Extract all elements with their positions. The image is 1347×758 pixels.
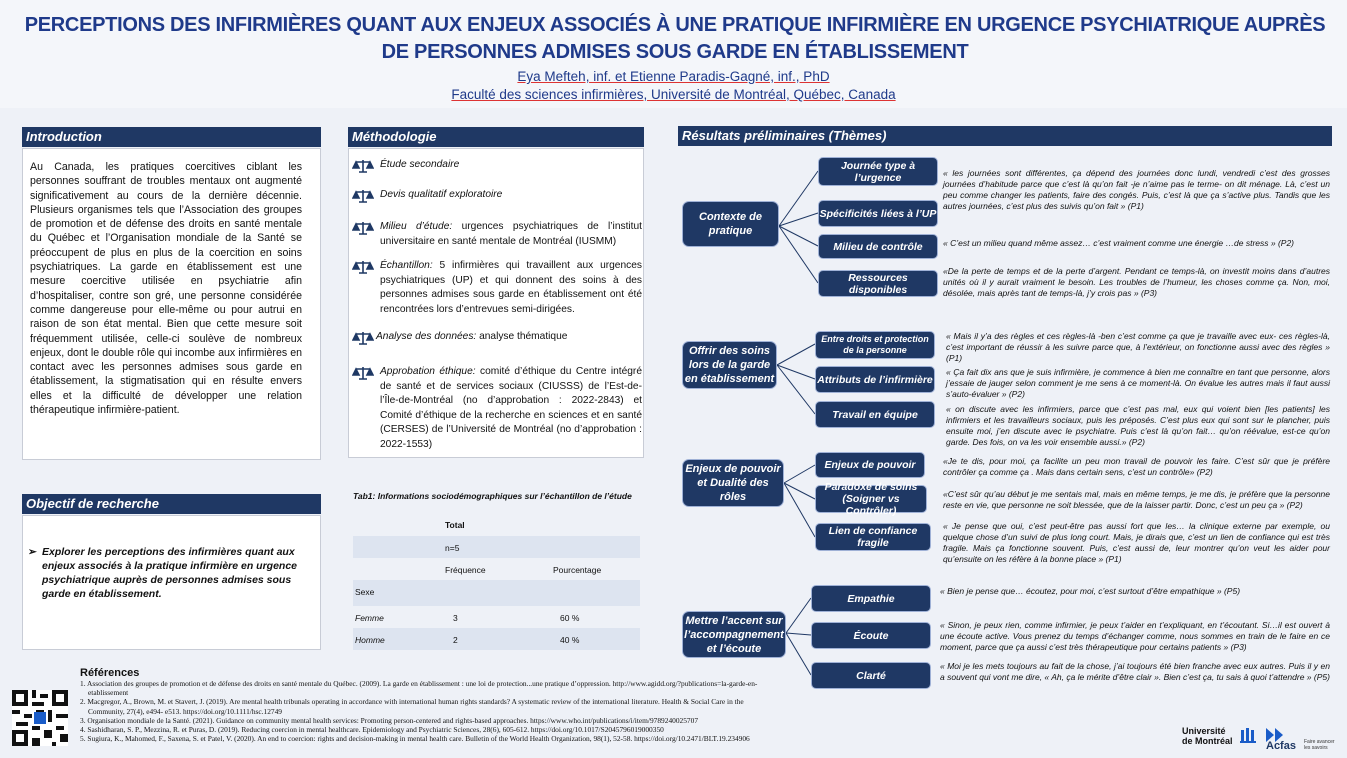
subtheme-empathie: Empathie [811,585,931,612]
acfas-logo [1266,726,1336,752]
table-total-header: Total [445,520,465,530]
subtheme-equipe: Travail en équipe [815,401,935,428]
meth-label: Approbation éthique: [380,366,476,377]
table-cell: 2 [453,635,458,645]
meth-text: analyse thématique [476,331,568,342]
reference-item: 1. Association des groupes de promotion et de défense des droits en santé mentale du Québec. (2009). La garde en établissement : une loi de protection...une pratique d’oppression. http://www.agidd.org/?publications=la-garde-en-etablissement [80,679,758,698]
meth-text: comité d’éthique du Centre intégré de santé et de services sociaux (CIUSSS) de l’Est-de-l’Île-de-Montréal (no d’approbation : 2022-2843) et Comité d’éthique de la recherche en sciences et en santé (CERSES) de l’Université de Montréal (no d’approbation : 2022-1553) [380,366,642,450]
table-cell: Homme [355,635,385,645]
subtheme-milieu: Milieu de contrôle [818,234,938,259]
table-col-freq: Fréquence [445,565,486,575]
introduction-heading: Introduction [22,127,321,147]
table-cell: 3 [453,613,458,623]
table-cell: 60 % [560,613,580,623]
table-col-pct: Pourcentage [553,565,602,575]
subtheme-lien: Lien de confiance fragile [815,523,931,551]
objectif-heading: Objectif de recherche [22,494,321,514]
table-caption: Tab1: Informations sociodémographiques sur l’échantillon de l’étude [353,491,632,501]
quote-enjeux: «Je te dis, pour moi, ça facilite un peu mon travail de pouvoir les faire. C’est sûr que je préfère contrôler ça comme ça . Mais dans certain sens, c’est un contrôle» (P2) [943,456,1330,477]
subtheme-attributs: Attributs de l’infirmière [815,366,935,393]
quote-equipe: « on discute avec les infirmiers, parce que c’est pas mal, eux qui voient bien [les patients] les infirmiers et les travailleurs sociaux, puis les préposés. C’est plus eux qui sont sur le plancher, puis ensuite moi, j’en discute avec le psychiatre. Puis c’est là qu’on fait… qu’on réévalue, est-ce qu’on garde. Des fois, on va les voir ensemble aussi.» (P2) [946,404,1330,447]
theme-soins: Offrir des soins lors de la garde en établissement [682,341,777,389]
quote-droits: « Mais il y’a des règles et ces règles-là -ben c’est comme ça que je travaille avec eux- ces règles-là, c’est important de réussir à les suivre parce que, à l’extérieur, on fonctionne aussi avec des règles » (P1) [946,331,1330,363]
objectif-bullet: ➢ [28,546,37,558]
reference-item: 2. Macgregor, A., Brown, M. et Stavert, J. (2019). Are mental health tribunals operating in accordance with international human rights standards? A systematic review of the international literature. Health & Social Care in the Community, 27(4), e494- e513. https://doi.org/10.1111/hsc.12749 [80,697,744,716]
introduction-text: Au Canada, les pratiques coercitives ciblant les personnes souffrant de troubles mentaux ont augmenté significativement au cours de la dernière décennie. Plusieurs organismes tels que l’Association des groupes de promotion et de défense des droits en santé mentale du Québec et l’Organisation mondiale de la Santé se préoccupent de plus en plus de la coercition en soins psychiatriques. La garde en établissement est une mesure coercitive utilisée en psychiatrie afin d’hospitaliser, contre son gré, une personne considérée comme dangereuse pour elle-même ou pour autrui en raison de son état mental. Bien que cette mesure soit fréquemment utilisée, celle-ci soulève de nombreux enjeux, dont le double rôle qui incombe aux infirmières en contact avec les personnes admises sous garde en établissement, la stigmatisation qui en résulte envers elles et la difficulté de développer une relation thérapeutique infirmière-patient. [30,161,302,417]
subtheme-clarte: Clarté [811,662,931,689]
title-line-2: DE PERSONNES ADMISES SOUS GARDE EN ÉTABLISSEMENT [381,41,969,63]
quote-attributs: « Ça fait dix ans que je suis infirmière, je commence à bien me connaître en tant que personne, alors j’essaie de jauger selon comment je me sens à ce moment-là. On évalue les autres mais il faut aussi s’auto-évaluer » (P2) [946,367,1330,399]
objectif-statement: Explorer les perceptions des infirmières quant aux enjeux associés à la pratique infirmière en urgence psychiatrique auprès de personnes admises sous garde en établissement. [42,546,298,600]
references-list [80,679,760,743]
quote-lien: « Je pense que oui, c’est peut-être pas aussi fort que les… la clinique externe par exemple, ou quelque chose d’un suivi de plus long court. Mais, je dirais que, c’est un lien de confiance qui est très fragile. Mais ça fonctionne souvent. Puis, c’est aussi de, leur montrer qu’on veut les aider pour qu’ensuite on les réfère à la bonne place » (P1) [943,521,1330,564]
udem-emblem-icon [1240,726,1256,744]
quote-ressources: «De la perte de temps et de la perte d’argent. Pendant ce temps-là, on investit moins dans d’autres unités où il y aurait vraiment le besoin. Les troubles de l’humeur, les choses comme ça. Non, moi, désolée, mais après tant de temps-là, j’y crois pas » (P3) [943,266,1330,298]
subtheme-specificites: Spécificités liées à l’UP [818,200,938,227]
table-n: n=5 [445,543,460,553]
reference-item: 3. Organisation mondiale de la Santé. (2021). Guidance on community mental health services: Promoting person-centered and rights-based approaches. https://www.who.int/publications/i/item/9789240025707 [80,715,699,725]
quote-milieu: « C’est un milieu quand même assez… c’est vraiment comme une énergie …de stress » (P2) [943,238,1295,248]
quote-paradoxe: «C’est sûr qu’au début je me sentais mal, mais en même temps, je me dis, je préfère que la personne reste en vie, que personne ne soit blessée, que de la laisser partir. Donc, c’est un peu ça » (P2) [943,489,1330,510]
meth-text: 5 infirmières qui travaillent aux urgences psychiatriques (UP) et qui donnent des soins à des personnes admises sous garde en établissement ont été rencontrées lors d’entrevues semi-dirigées. [380,260,642,315]
meth-text: urgences psychiatriques de l’institut universitaire en santé mentale de Montréal (IUSMM) [380,221,642,247]
quote-empathie: « Bien je pense que… écoutez, pour moi, c’est surtout d’être empathique » (P5) [940,586,1241,596]
reference-item: 4. Sashidharan, S. P., Mezzina, R. et Puras, D. (2019). Reducing coercion in mental healthcare. Epidemiology and Psychiatric Sciences, 28(6), 605-612. https://doi.org/10.1017/S2045796019000350 [80,725,664,735]
resultats-heading-text: Résultats préliminaires (Thèmes) [682,128,887,143]
subtheme-ecoute: Écoute [811,622,931,649]
table-group: Sexe [355,587,375,597]
meth-label: Analyse des données: [376,331,477,342]
reference-item: 5. Sugiura, K., Mahomed, F., Saxena, S. et Patel, V. (2020). An end to coercion: rights and decision-making in mental health care. Bulletin of the World Health Organization, 98(1), 52-58. https://doi.org/10.2471/BLT.19.234906 [80,734,750,744]
meth-label: Milieu d’étude: [380,221,453,232]
theme-accompagnement: Mettre l’accent sur l’accompagnement et l’écoute [682,611,786,658]
methodologie-heading: Méthodologie [348,127,644,147]
meth-label: Échantillon: [380,260,433,271]
quote-clarte: « Moi je les mets toujours au fait de la chose, j’ai toujours été bien franche avec eux autres. Puis il y en a souvent qui vont me dire, « Ah, ça le mérite d’être clair ». Bien c’est ça, tu sais à quoi t’attendre » (P5) [940,661,1330,682]
title-line-1: PERCEPTIONS DES INFIRMIÈRES QUANT AUX ENJEUX ASSOCIÉS À UNE PRATIQUE INFIRMIÈRE EN URGENCE PSYCHIATRIQUE AUPRÈS [24,14,1326,36]
quote-ecoute: « Sinon, je peux rien, comme infirmier, je peux t’aider en t’expliquant, en t’écoutant. Si…il est ouvert à une écoute active. Vous prenez du temps d’échanger comme, nous sommes en train de le faire en ce moment, parce que ça aussi c’est très thérapeutique pour certains patients » (P3) [940,620,1330,652]
theme-contexte: Contexte de pratique [682,201,779,247]
subtheme-paradoxe: Paradoxe de soins (Soigner vs Contrôler) [815,485,927,513]
table-cell: 40 % [560,635,580,645]
affiliation: Faculté des sciences infirmières, Université de Montréal, Québec, Canada [451,87,896,102]
authors: Eya Mefteh, inf. et Etienne Paradis-Gagné, inf., PhD [517,69,830,84]
theme-pouvoir: Enjeux de pouvoir et Dualité des rôles [682,459,784,507]
table-cell: Femme [355,613,384,623]
acfas-tagline: Faire avancer les savoirs [1304,739,1335,751]
subtheme-droits: Entre droits et protection de la personne [815,331,935,359]
quote-journee: « les journées sont différentes, ça dépend des journées donc lundi, vendredi c’est des grosses journées d’habitude parce que c’est là qu’on fait -je n’aime pas le terme- on dit ménage. Là, c’est un peu comme changer les patients, faire des congés. Puis, c’est là que ça s’active plus. Tandis que les autres journées, c’est plus des suivis qu’on fait » (P1) [943,168,1330,211]
references-heading: Références [80,667,140,679]
acfas-wordmark: Acfas [1266,740,1296,752]
subtheme-enjeux: Enjeux de pouvoir [815,452,925,478]
subtheme-journee: Journée type à l’urgence [818,157,938,186]
udem-logo-line1: Université [1182,726,1226,736]
udem-logo-line2: de Montréal [1182,736,1233,746]
udem-logo [1182,726,1260,752]
meth-label: Devis qualitatif exploratoire [380,189,503,200]
meth-label: Étude secondaire [380,159,460,170]
qr-code-icon [12,690,68,746]
subtheme-ressources: Ressources disponibles [818,270,938,297]
